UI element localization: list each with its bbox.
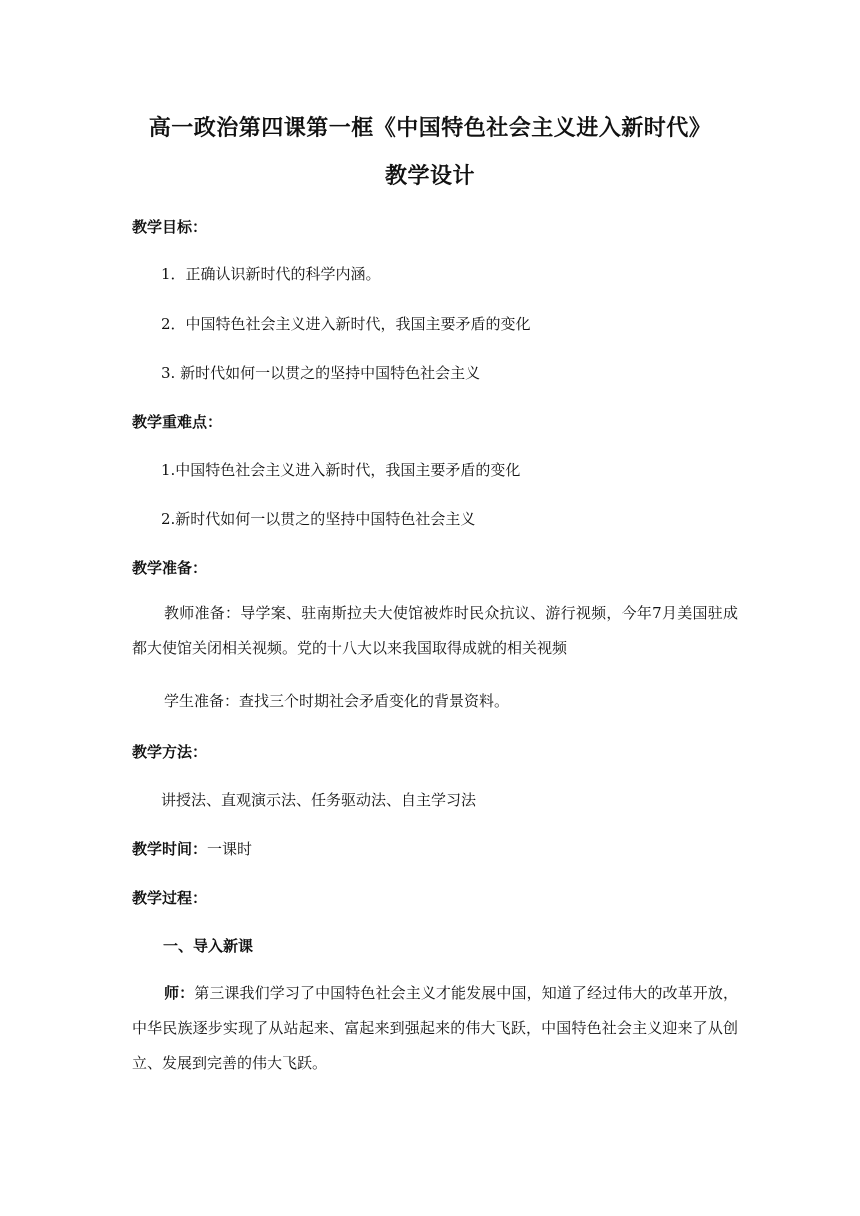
process-heading: 教学过程：: [132, 889, 208, 907]
document-title: 高一政治第四课第一框《中国特色社会主义进入新时代》: [148, 116, 712, 141]
teacher-preparation: 教师准备：导学案、驻南斯拉夫大使馆被炸时民众抗议、游行视频，今年7月美国驻成都大使馆关闭相关视频。党的十八大以来我国取得成就的相关视频: [132, 604, 738, 657]
preparation-heading: 教学准备：: [132, 559, 208, 577]
key-point-item: 2.新时代如何一以贯之的坚持中国特色社会主义: [161, 510, 476, 528]
objective-item: 1．正确认识新时代的科学内涵。: [161, 265, 381, 283]
time-heading: 教学时间：: [132, 840, 208, 858]
teacher-label: 师：: [164, 984, 195, 1002]
objectives-heading: 教学目标：: [132, 218, 208, 236]
key-points-heading: 教学重难点：: [132, 413, 223, 431]
section-heading: 一、导入新课: [163, 937, 254, 955]
objective-item: 2．中国特色社会主义进入新时代，我国主要矛盾的变化: [161, 315, 531, 333]
student-preparation: 学生准备：查找三个时期社会矛盾变化的背景资料。: [164, 692, 510, 710]
teacher-text: 第三课我们学习了中国特色社会主义才能发展中国，知道了经过伟大的改革开放，中华民族逐步实现了从站起来、富起来到强起来的伟大飞跃，中国特色社会主义迎来了从创立、发展到完善的伟大飞跃。: [132, 984, 738, 1072]
teacher-paragraph: [132, 976, 738, 1081]
key-point-item: 1.中国特色社会主义进入新时代，我国主要矛盾的变化: [161, 461, 521, 479]
time-row: [132, 838, 252, 859]
time-value: 一课时: [207, 840, 253, 858]
methods-heading: 教学方法：: [132, 743, 208, 761]
methods-text: 讲授法、直观演示法、任务驱动法、自主学习法: [161, 791, 477, 809]
document-subtitle: 教学设计: [384, 164, 475, 189]
objective-item: 3. 新时代如何一以贯之的坚持中国特色社会主义: [161, 364, 481, 382]
